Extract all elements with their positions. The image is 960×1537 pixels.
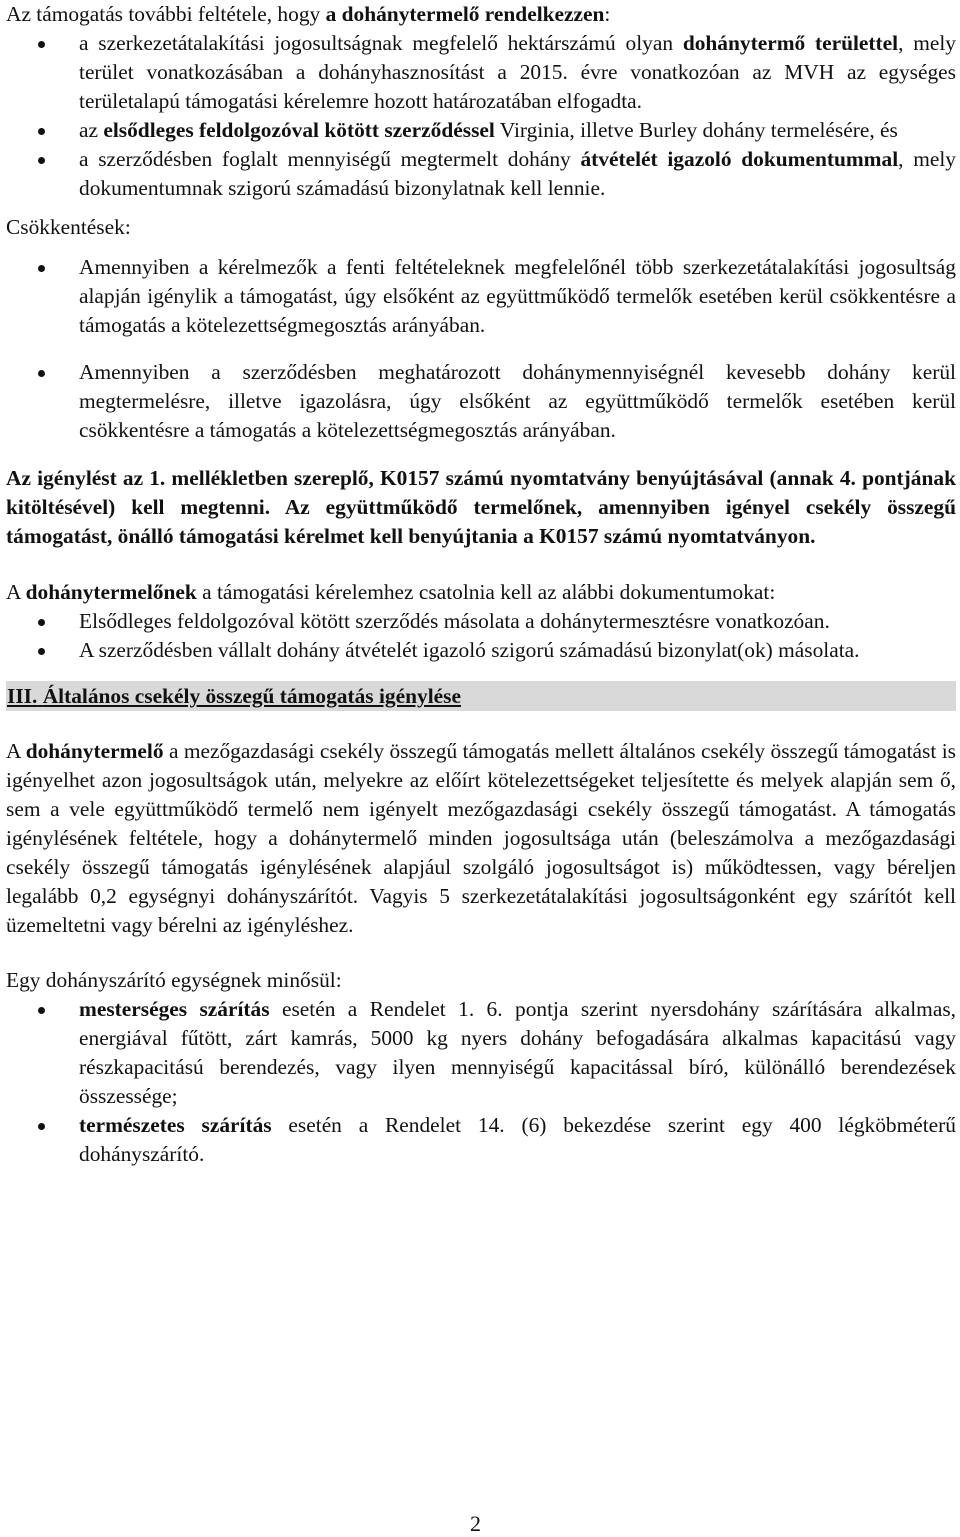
conditions-list: [6, 29, 956, 203]
page-number: 2: [470, 1511, 481, 1536]
dryer-heading: Egy dohányszárító egységnek minősül:: [6, 968, 342, 992]
list-item: mesterséges szárítás esetén a Rendelet 1. 6. pontja szerint nyersdohány szárítására alkalmas, energiával fűtött, zárt kamrás, 5000 kg nyers dohány befogadására alkalmas kapacitású vagy részkapacitású berendezés, vagy ilyen mennyiségű kapacitással bíró, különálló berendezések összessége;: [6, 995, 956, 1111]
reductions-list: [6, 253, 956, 445]
dryer-list: [6, 995, 956, 1169]
intro-emphasis: a dohánytermelő rendelkezzen: [325, 2, 605, 26]
list-item: a szerkezetátalakítási jogosultságnak megfelelő hektárszámú olyan dohánytermő területtel, mely terület vonatkozásában a dohányhasznosítást a 2015. évre vonatkozóan az MVH az egységes területalapú támogatási kérelemre hozott határozatában elfogadta.: [6, 29, 956, 116]
intro-text: Az támogatás további feltétele, hogy: [6, 2, 326, 26]
list-item: A szerződésben vállalt dohány átvételét igazoló szigorú számadású bizonylat(ok) másolata.: [6, 636, 956, 665]
list-item: Elsődleges feldolgozóval kötött szerződés másolata a dohánytermesztésre vonatkozóan.: [6, 607, 956, 636]
intro-paragraph: [6, 0, 956, 29]
documents-list: [6, 607, 956, 665]
list-item: Amennyiben a kérelmezők a fenti feltételeknek megfelelőnél több szerkezetátalakítási jogosultság alapján igénylik a támogatást, úgy elsőként az együttműködő termelők esetében kerül csökkentésre a támogatás a kötelezettségmegosztás arányában.: [6, 253, 956, 340]
list-item: az elsődleges feldolgozóval kötött szerződéssel Virginia, illetve Burley dohány termelésére, és: [6, 116, 956, 145]
documents-lead: A dohánytermelőnek a támogatási kérelemhez csatolnia kell az alábbi dokumentumokat:: [6, 580, 776, 604]
intro-colon: :: [604, 2, 611, 26]
reductions-heading: Csökkentések:: [6, 215, 131, 239]
list-item: Amennyiben a szerződésben meghatározott dohánymennyiségnél kevesebb dohány kerül megtermelésre, illetve igazolásra, úgy elsőként az együttműködő termelők esetében kerül csökkentésre a támogatás a kötelezettségmegosztás arányában.: [6, 358, 956, 445]
document-page: [6, 0, 956, 1169]
list-item: a szerződésben foglalt mennyiségű megtermelt dohány átvételét igazoló dokumentummal, mely dokumentumnak szigorú számadású bizonylatnak kell lennie.: [6, 145, 956, 203]
claim-paragraph: Az igénylést az 1. mellékletben szereplő, K0157 számú nyomtatvány benyújtásával (annak 4. pontjának kitöltésével) kell megtenni. Az együttműködő termelőnek, amennyiben igényel csekély összegű támogatást, önálló támogatási kérelmet kell benyújtania a K0157 számú nyomtatványon.: [6, 466, 956, 548]
list-item: természetes szárítás esetén a Rendelet 14. (6) bekezdése szerint egy 400 légköbméterű dohányszárító.: [6, 1111, 956, 1169]
section-heading: III. Általános csekély összegű támogatás igénylése: [6, 681, 956, 711]
general-paragraph: A dohánytermelő a mezőgazdasági csekély összegű támogatás mellett általános csekély összegű támogatást is igényelhet azon jogosultságok után, melyekre az előírt kötelezettségeket teljesítette és melyek alapján sem ő, sem a vele együttműködő termelő nem igényelt mezőgazdasági csekély összegű támogatást. A támogatás igénylésének feltétele, hogy a dohánytermelő minden jogosultsága után (beleszámolva a mezőgazdasági csekély összegű támogatás igénylésének alapjául szolgáló jogosultságot is) működtessen, vagy béreljen legalább 0,2 egységnyi dohányszárítót. Vagyis 5 szerkezetátalakítási jogosultságonként egy szárítót kell üzemeltetni vagy bérelni az igényléshez.: [6, 739, 956, 937]
